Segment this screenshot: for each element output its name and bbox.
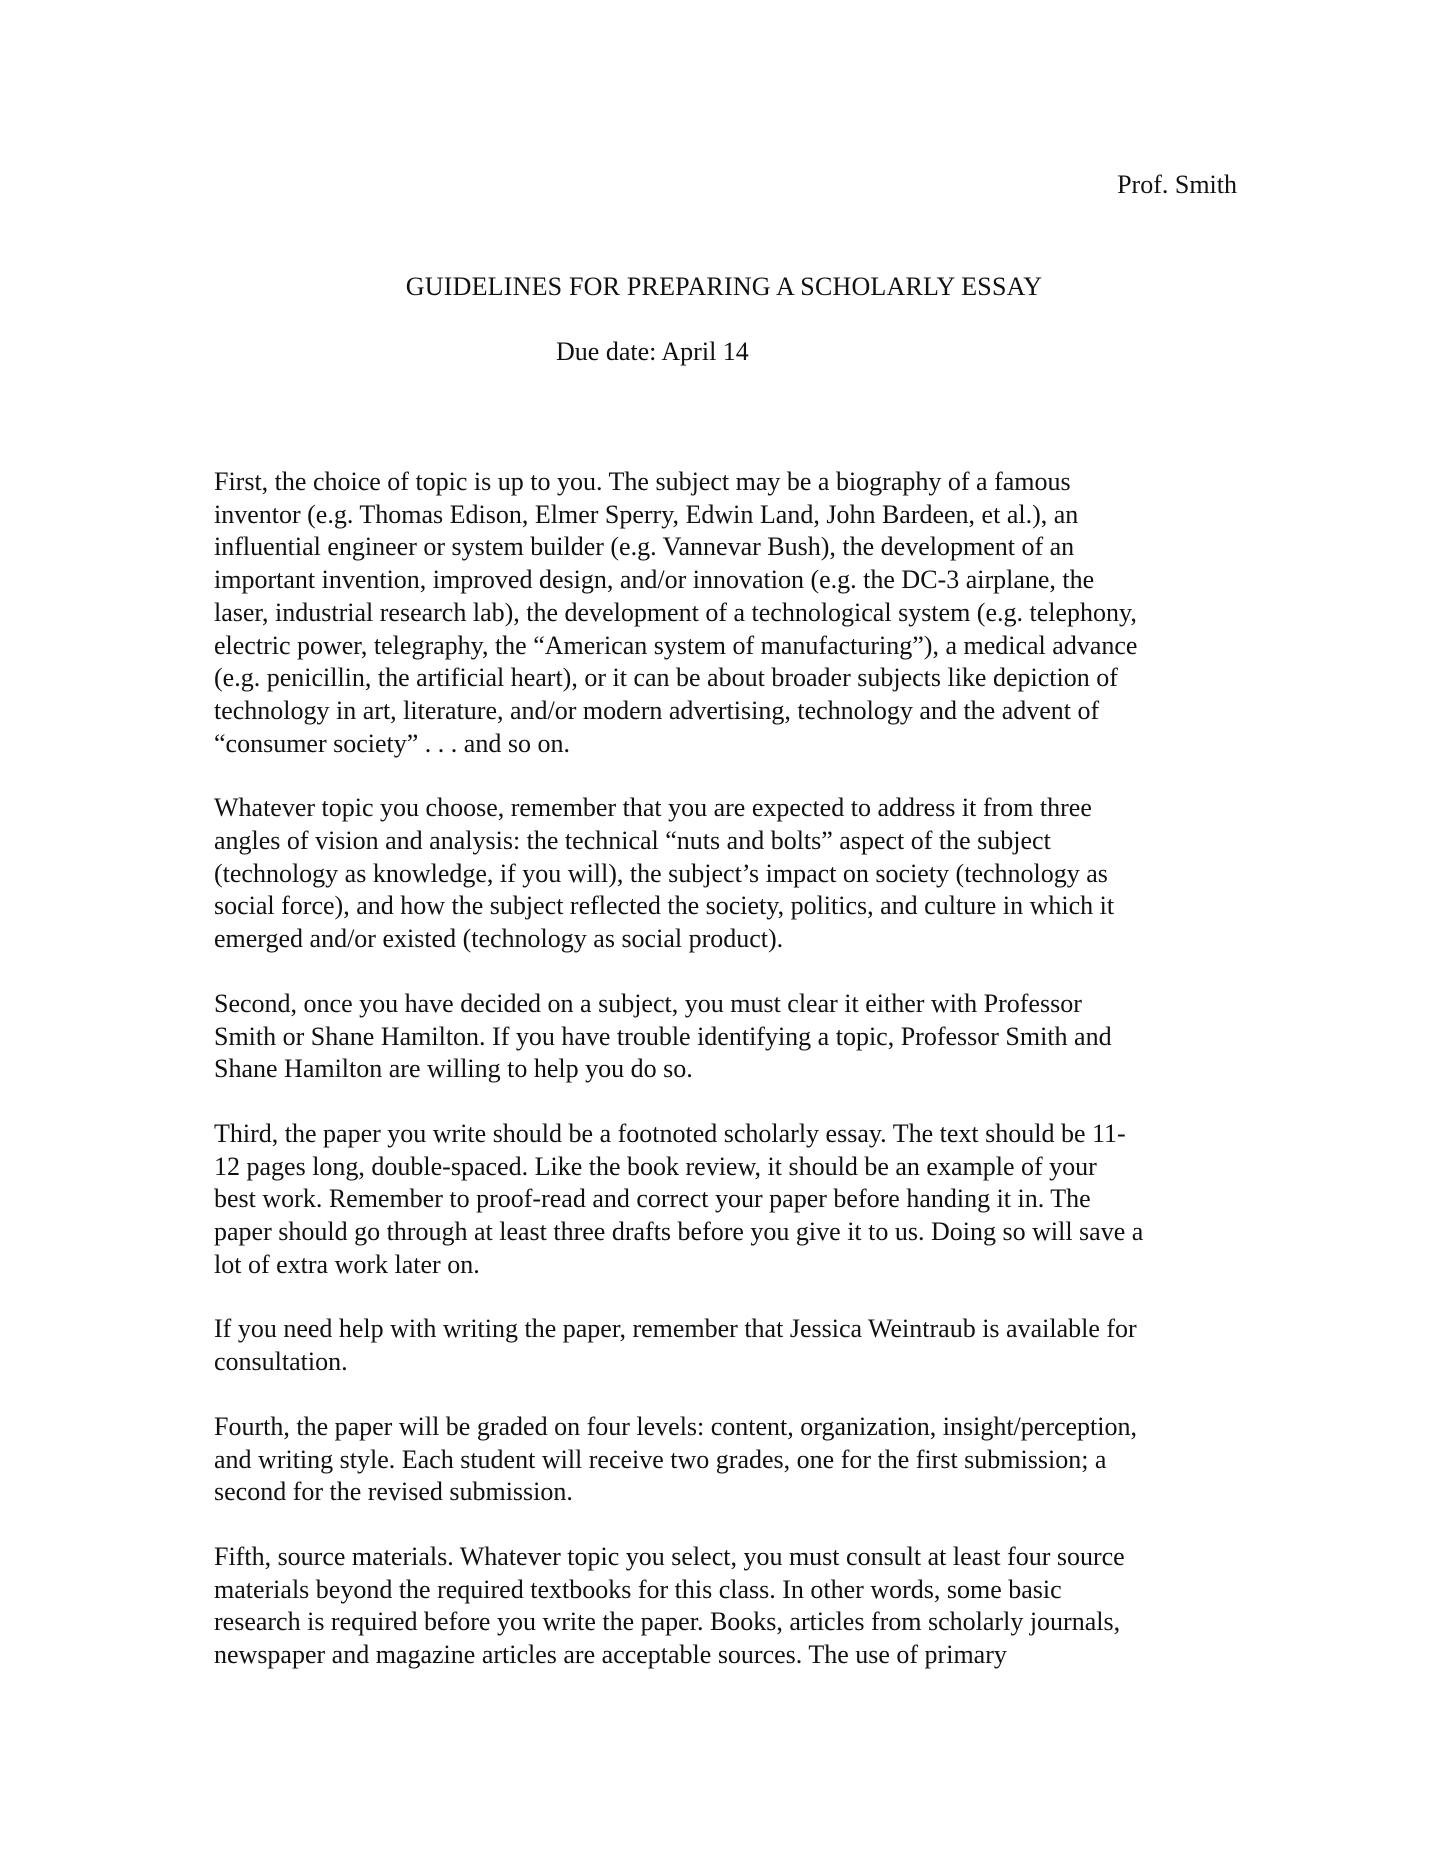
- document-title-text: GUIDELINES FOR PREPARING A SCHOLARLY ESSAY: [405, 272, 1043, 301]
- text-line: lot of extra work later on.: [214, 1249, 480, 1279]
- text-line: “consumer society” . . . and so on.: [214, 728, 570, 758]
- paragraph-topic-choice: [214, 466, 1254, 760]
- text-line: (e.g. penicillin, the artificial heart), or it can be about broader subjects like depiction of: [214, 663, 1118, 693]
- paragraph-angles-of-analysis: [214, 792, 1254, 956]
- text-line: laser, industrial research lab), the development of a technological system (e.g. telephony,: [214, 597, 1137, 627]
- author-name: Prof. Smith: [1117, 170, 1237, 199]
- text-line: electric power, telegraphy, the “American system of manufacturing”), a medical advance: [214, 630, 1138, 660]
- due-date: Due date: April 14: [556, 337, 749, 366]
- text-line: Second, once you have decided on a subject, you must clear it either with Professor: [214, 988, 1082, 1018]
- text-line: Third, the paper you write should be a footnoted scholarly essay. The text should be 11-: [214, 1118, 1126, 1148]
- text-line: emerged and/or existed (technology as social product).: [214, 924, 784, 954]
- paragraph-grading: [214, 1411, 1254, 1509]
- text-line: newspaper and magazine articles are acceptable sources. The use of primary: [214, 1640, 1007, 1670]
- paragraph-writing-help: [214, 1313, 1254, 1378]
- text-line: angles of vision and analysis: the technical “nuts and bolts” aspect of the subject: [214, 826, 1051, 856]
- document-title: [0, 272, 1456, 302]
- text-line: Fourth, the paper will be graded on four levels: content, organization, insight/perception,: [214, 1411, 1137, 1441]
- text-line: and writing style. Each student will receive two grades, one for the first submission; a: [214, 1444, 1107, 1474]
- text-line: Shane Hamilton are willing to help you do so.: [214, 1054, 693, 1084]
- text-line: technology in art, literature, and/or modern advertising, technology and the advent of: [214, 695, 1100, 725]
- text-line: inventor (e.g. Thomas Edison, Elmer Sperry, Edwin Land, John Bardeen, et al.), an: [214, 499, 1079, 529]
- text-line: Fifth, source materials. Whatever topic you select, you must consult at least four source: [214, 1541, 1125, 1571]
- document-body: [214, 466, 1254, 1704]
- text-line: second for the revised submission.: [214, 1477, 573, 1507]
- text-line: research is required before you write the paper. Books, articles from scholarly journals,: [214, 1607, 1121, 1637]
- text-line: influential engineer or system builder (e.g. Vannevar Bush), the development of an: [214, 532, 1075, 562]
- text-line: Smith or Shane Hamilton. If you have trouble identifying a topic, Professor Smith and: [214, 1021, 1112, 1051]
- text-line: materials beyond the required textbooks for this class. In other words, some basic: [214, 1574, 1062, 1604]
- paragraph-paper-format: [214, 1118, 1254, 1282]
- text-line: If you need help with writing the paper, remember that Jessica Weintraub is available for: [214, 1314, 1137, 1344]
- text-line: best work. Remember to proof-read and correct your paper before handing it in. The: [214, 1184, 1091, 1214]
- text-line: 12 pages long, double-spaced. Like the book review, it should be an example of your: [214, 1151, 1097, 1181]
- text-line: Whatever topic you choose, remember that you are expected to address it from three: [214, 793, 1092, 823]
- paragraph-topic-approval: [214, 988, 1254, 1086]
- text-line: important invention, improved design, and/or innovation (e.g. the DC-3 airplane, the: [214, 565, 1095, 595]
- text-line: First, the choice of topic is up to you. The subject may be a biography of a famous: [214, 467, 1071, 496]
- text-line: social force), and how the subject reflected the society, politics, and culture in which it: [214, 891, 1115, 921]
- text-line: paper should go through at least three drafts before you give it to us. Doing so will save a: [214, 1217, 1144, 1247]
- text-line: consultation.: [214, 1347, 348, 1377]
- text-line: (technology as knowledge, if you will), the subject’s impact on society (technology as: [214, 858, 1108, 888]
- paragraph-source-materials: [214, 1541, 1254, 1672]
